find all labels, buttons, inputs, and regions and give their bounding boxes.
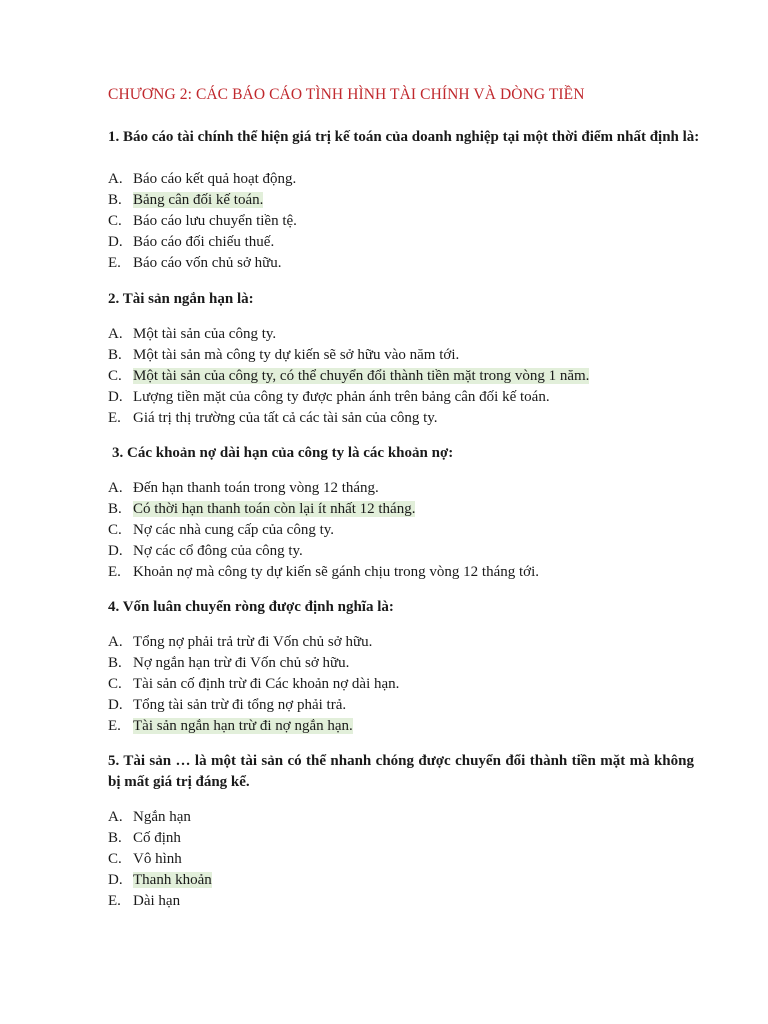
option-3c: C. Nợ các nhà cung cấp của công ty. [108,522,335,538]
option-1a: A. Báo cáo kết quả hoạt động. [108,171,297,187]
option-1e: E. Báo cáo vốn chủ sở hữu. [108,255,282,271]
option-4e-correct: E. Tài sản ngắn hạn trừ đi nợ ngắn hạn. [108,718,353,734]
answer-highlight: Có thời hạn thanh toán còn lại ít nhất 12 tháng. [133,501,416,517]
answer-highlight: Thanh khoản [133,872,212,888]
option-5a: A. Ngắn hạn [108,809,191,825]
option-3e: E. Khoản nợ mà công ty dự kiến sẽ gánh chịu trong vòng 12 tháng tới. [108,564,540,580]
option-5e: E. Dài hạn [108,893,181,909]
answer-highlight: Một tài sản của công ty, có thể chuyển đổi thành tiền mặt trong vòng 1 năm. [133,368,590,384]
option-3a: A. Đến hạn thanh toán trong vòng 12 tháng. [108,480,379,496]
option-3d: D. Nợ các cổ đông của công ty. [108,543,303,559]
question-1: 1. Báo cáo tài chính thể hiện giá trị kế toán của doanh nghiệp tại một thời điểm nhất định là: [108,129,700,145]
question-4: 4. Vốn luân chuyển ròng được định nghĩa là: [108,599,394,615]
question-5: 5. Tài sản … là một tài sản có thể nhanh chóng được chuyển đổi thành tiền mặt mà không bị mất giá trị đáng kể. [108,753,694,790]
option-2a: A. Một tài sản của công ty. [108,326,277,342]
option-5b: B. Cố định [108,830,181,846]
option-1c: C. Báo cáo lưu chuyển tiền tệ. [108,213,297,229]
option-4a: A. Tổng nợ phải trả trừ đi Vốn chủ sở hữu. [108,634,373,650]
option-1b-correct: B. Bảng cân đối kế toán. [108,192,264,208]
option-5c: C. Vô hình [108,851,182,867]
option-3b-correct: B. Có thời hạn thanh toán còn lại ít nhất 12 tháng. [108,501,416,517]
chapter-title: CHƯƠNG 2: CÁC BÁO CÁO TÌNH HÌNH TÀI CHÍNH VÀ DÒNG TIỀN [108,86,585,103]
question-2: 2. Tài sản ngắn hạn là: [108,291,254,307]
option-2d: D. Lượng tiền mặt của công ty được phản ánh trên bảng cân đối kế toán. [108,389,550,405]
option-4c: C. Tài sản cố định trừ đi Các khoản nợ dài hạn. [108,676,400,692]
option-2c-correct: C. Một tài sản của công ty, có thể chuyển đổi thành tiền mặt trong vòng 1 năm. [108,368,590,384]
option-1d: D. Báo cáo đối chiếu thuế. [108,234,275,250]
option-4d: D. Tổng tài sản trừ đi tổng nợ phải trả. [108,697,347,713]
answer-highlight: Bảng cân đối kế toán. [133,192,264,208]
option-5d-correct: D. Thanh khoản [108,872,212,888]
option-2b: B. Một tài sản mà công ty dự kiến sẽ sở hữu vào năm tới. [108,347,460,363]
answer-highlight: Tài sản ngắn hạn trừ đi nợ ngắn hạn. [133,718,353,734]
option-2e: E. Giá trị thị trường của tất cả các tài sản của công ty. [108,410,438,426]
question-3: 3. Các khoản nợ dài hạn của công ty là các khoản nợ: [112,445,454,461]
option-4b: B. Nợ ngắn hạn trừ đi Vốn chủ sở hữu. [108,655,350,671]
